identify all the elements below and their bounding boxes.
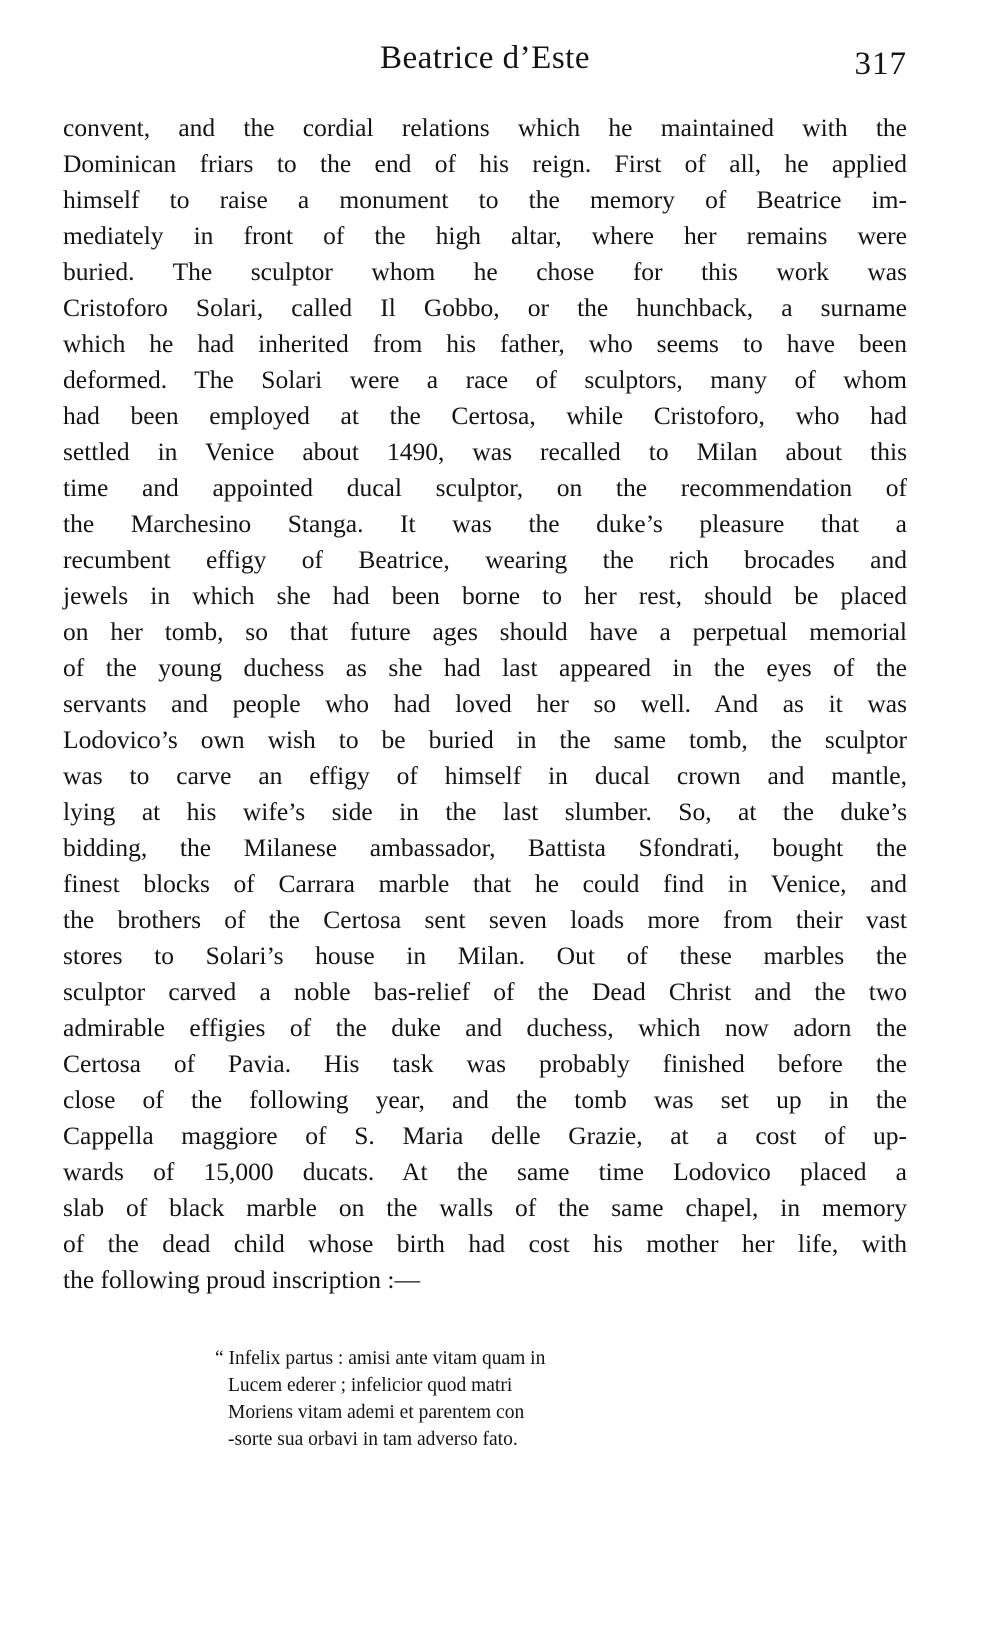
inscription-line: Lucem ederer ; infelicior quod matri — [228, 1375, 513, 1396]
text-line: Cristoforo Solari, called Il Gobbo, or the hunchback, a surname — [63, 293, 907, 322]
text-line: Lodovico’s own wish to be buried in the same tomb, the sculptor — [63, 725, 907, 754]
text-line: servants and people who had loved her so well. And as it was — [63, 689, 907, 718]
text-line: convent, and the cordial relations which he maintained with the — [63, 113, 907, 142]
text-line: buried. The sculptor whom he chose for this work was — [63, 257, 907, 286]
text-line: Certosa of Pavia. His task was probably finished before the — [63, 1049, 907, 1078]
text-line: settled in Venice about 1490, was recalled to Milan about this — [63, 437, 907, 466]
text-line: recumbent effigy of Beatrice, wearing the rich brocades and — [63, 545, 907, 574]
text-line: mediately in front of the high altar, where her remains were — [63, 221, 907, 250]
text-line: deformed. The Solari were a race of sculptors, many of whom — [63, 365, 907, 394]
text-line: wards of 15,000 ducats. At the same time Lodovico placed a — [63, 1157, 907, 1186]
inscription-line: -sorte sua orbavi in tam adverso fato. — [228, 1429, 518, 1450]
text-line: finest blocks of Carrara marble that he could find in Venice, and — [63, 869, 907, 898]
text-line: the following proud inscription :— — [63, 1265, 420, 1294]
text-line: on her tomb, so that future ages should have a perpetual memorial — [63, 617, 907, 646]
text-line: himself to raise a monument to the memory of Beatrice im- — [63, 185, 907, 214]
text-line: the Marchesino Stanga. It was the duke’s pleasure that a — [63, 509, 907, 538]
text-line: admirable effigies of the duke and duchess, which now adorn the — [63, 1013, 907, 1042]
text-line: lying at his wife’s side in the last slumber. So, at the duke’s — [63, 797, 907, 826]
text-line: sculptor carved a noble bas-relief of the Dead Christ and the two — [63, 977, 907, 1006]
text-line: stores to Solari’s house in Milan. Out of these marbles the — [63, 941, 907, 970]
text-line: of the young duchess as she had last appeared in the eyes of the — [63, 653, 907, 682]
text-line: jewels in which she had been borne to her rest, should be placed — [63, 581, 907, 610]
text-line: which he had inherited from his father, who seems to have been — [63, 329, 907, 358]
text-line: slab of black marble on the walls of the same chapel, in memory — [63, 1193, 907, 1222]
text-line: of the dead child whose birth had cost his mother her life, with — [63, 1229, 907, 1258]
inscription-line: Moriens vitam ademi et parentem con — [228, 1402, 525, 1423]
text-line: time and appointed ducal sculptor, on the recommendation of — [63, 473, 907, 502]
page-number: 317 — [854, 46, 907, 82]
text-line: had been employed at the Certosa, while Cristoforo, who had — [63, 401, 907, 430]
page-header — [63, 40, 907, 90]
text-line: close of the following year, and the tomb was set up in the — [63, 1085, 907, 1114]
latin-inscription — [215, 1345, 698, 1453]
text-line: Dominican friars to the end of his reign. First of all, he applied — [63, 149, 907, 178]
body-text — [63, 110, 907, 1298]
running-head: Beatrice d’Este — [380, 40, 590, 76]
text-line: Cappella maggiore of S. Maria delle Grazie, at a cost of up- — [63, 1121, 907, 1150]
text-line: bidding, the Milanese ambassador, Battista Sfondrati, bought the — [63, 833, 907, 862]
inscription-line: “ Infelix partus : amisi ante vitam quam in — [215, 1348, 546, 1369]
text-line: the brothers of the Certosa sent seven loads more from their vast — [63, 905, 907, 934]
text-line: was to carve an effigy of himself in ducal crown and mantle, — [63, 761, 907, 790]
